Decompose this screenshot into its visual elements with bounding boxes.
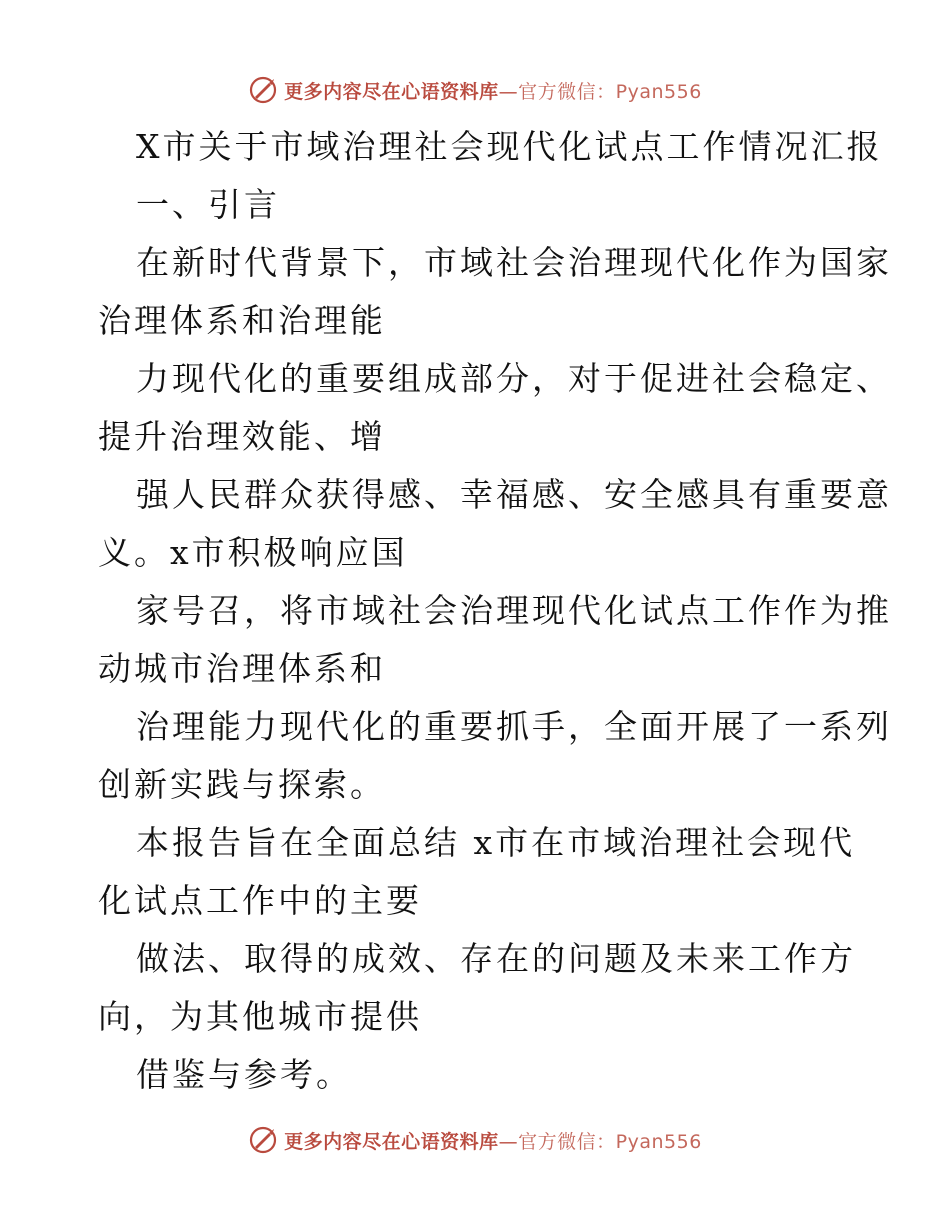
document-body bbox=[98, 118, 892, 1104]
quill-logo-icon bbox=[248, 1125, 278, 1155]
paragraph-line: 在新时代背景下，市域社会治理现代化作为国家 bbox=[136, 243, 892, 282]
paragraph-line: 义。x市积极响应国 bbox=[98, 533, 408, 572]
paragraph-line: 提升治理效能、增 bbox=[98, 417, 386, 456]
paragraph-line: 动城市治理体系和 bbox=[98, 649, 386, 688]
paragraph-line: 家号召，将市域社会治理现代化试点工作作为推 bbox=[136, 591, 892, 630]
paragraph-line: 化试点工作中的主要 bbox=[98, 881, 422, 920]
quill-logo-icon bbox=[248, 75, 278, 105]
footer-contact-text: 官方微信：Pyan556 bbox=[518, 1130, 702, 1153]
header-banner-text bbox=[284, 77, 702, 104]
footer-banner bbox=[0, 1120, 950, 1160]
paragraph-line: 力现代化的重要组成部分，对于促进社会稳定、 bbox=[136, 359, 892, 398]
header-banner bbox=[0, 70, 950, 110]
header-separator: — bbox=[498, 80, 519, 103]
footer-brand-text: 更多内容尽在心语资料库 bbox=[284, 1130, 499, 1153]
document-title: X市关于市域治理社会现代化试点工作情况汇报 bbox=[136, 127, 883, 166]
paragraph-line: 治理能力现代化的重要抓手，全面开展了一系列 bbox=[136, 707, 892, 746]
header-brand-text: 更多内容尽在心语资料库 bbox=[284, 80, 499, 103]
paragraph-line: 强人民群众获得感、幸福感、安全感具有重要意 bbox=[136, 475, 892, 514]
paragraph-line: 治理体系和治理能 bbox=[98, 301, 386, 340]
header-contact-text: 官方微信：Pyan556 bbox=[518, 80, 702, 103]
paragraph-line: 创新实践与探索。 bbox=[98, 765, 386, 804]
paragraph-line: 本报告旨在全面总结 x市在市域治理社会现代 bbox=[136, 823, 856, 862]
footer-banner-text bbox=[284, 1127, 702, 1154]
paragraph-line: 做法、取得的成效、存在的问题及未来工作方 bbox=[136, 939, 856, 978]
footer-separator: — bbox=[498, 1130, 519, 1153]
paragraph-line: 向，为其他城市提供 bbox=[98, 997, 422, 1036]
section-heading-intro: 一、引言 bbox=[136, 185, 280, 224]
paragraph-line: 借鉴与参考。 bbox=[136, 1055, 352, 1094]
